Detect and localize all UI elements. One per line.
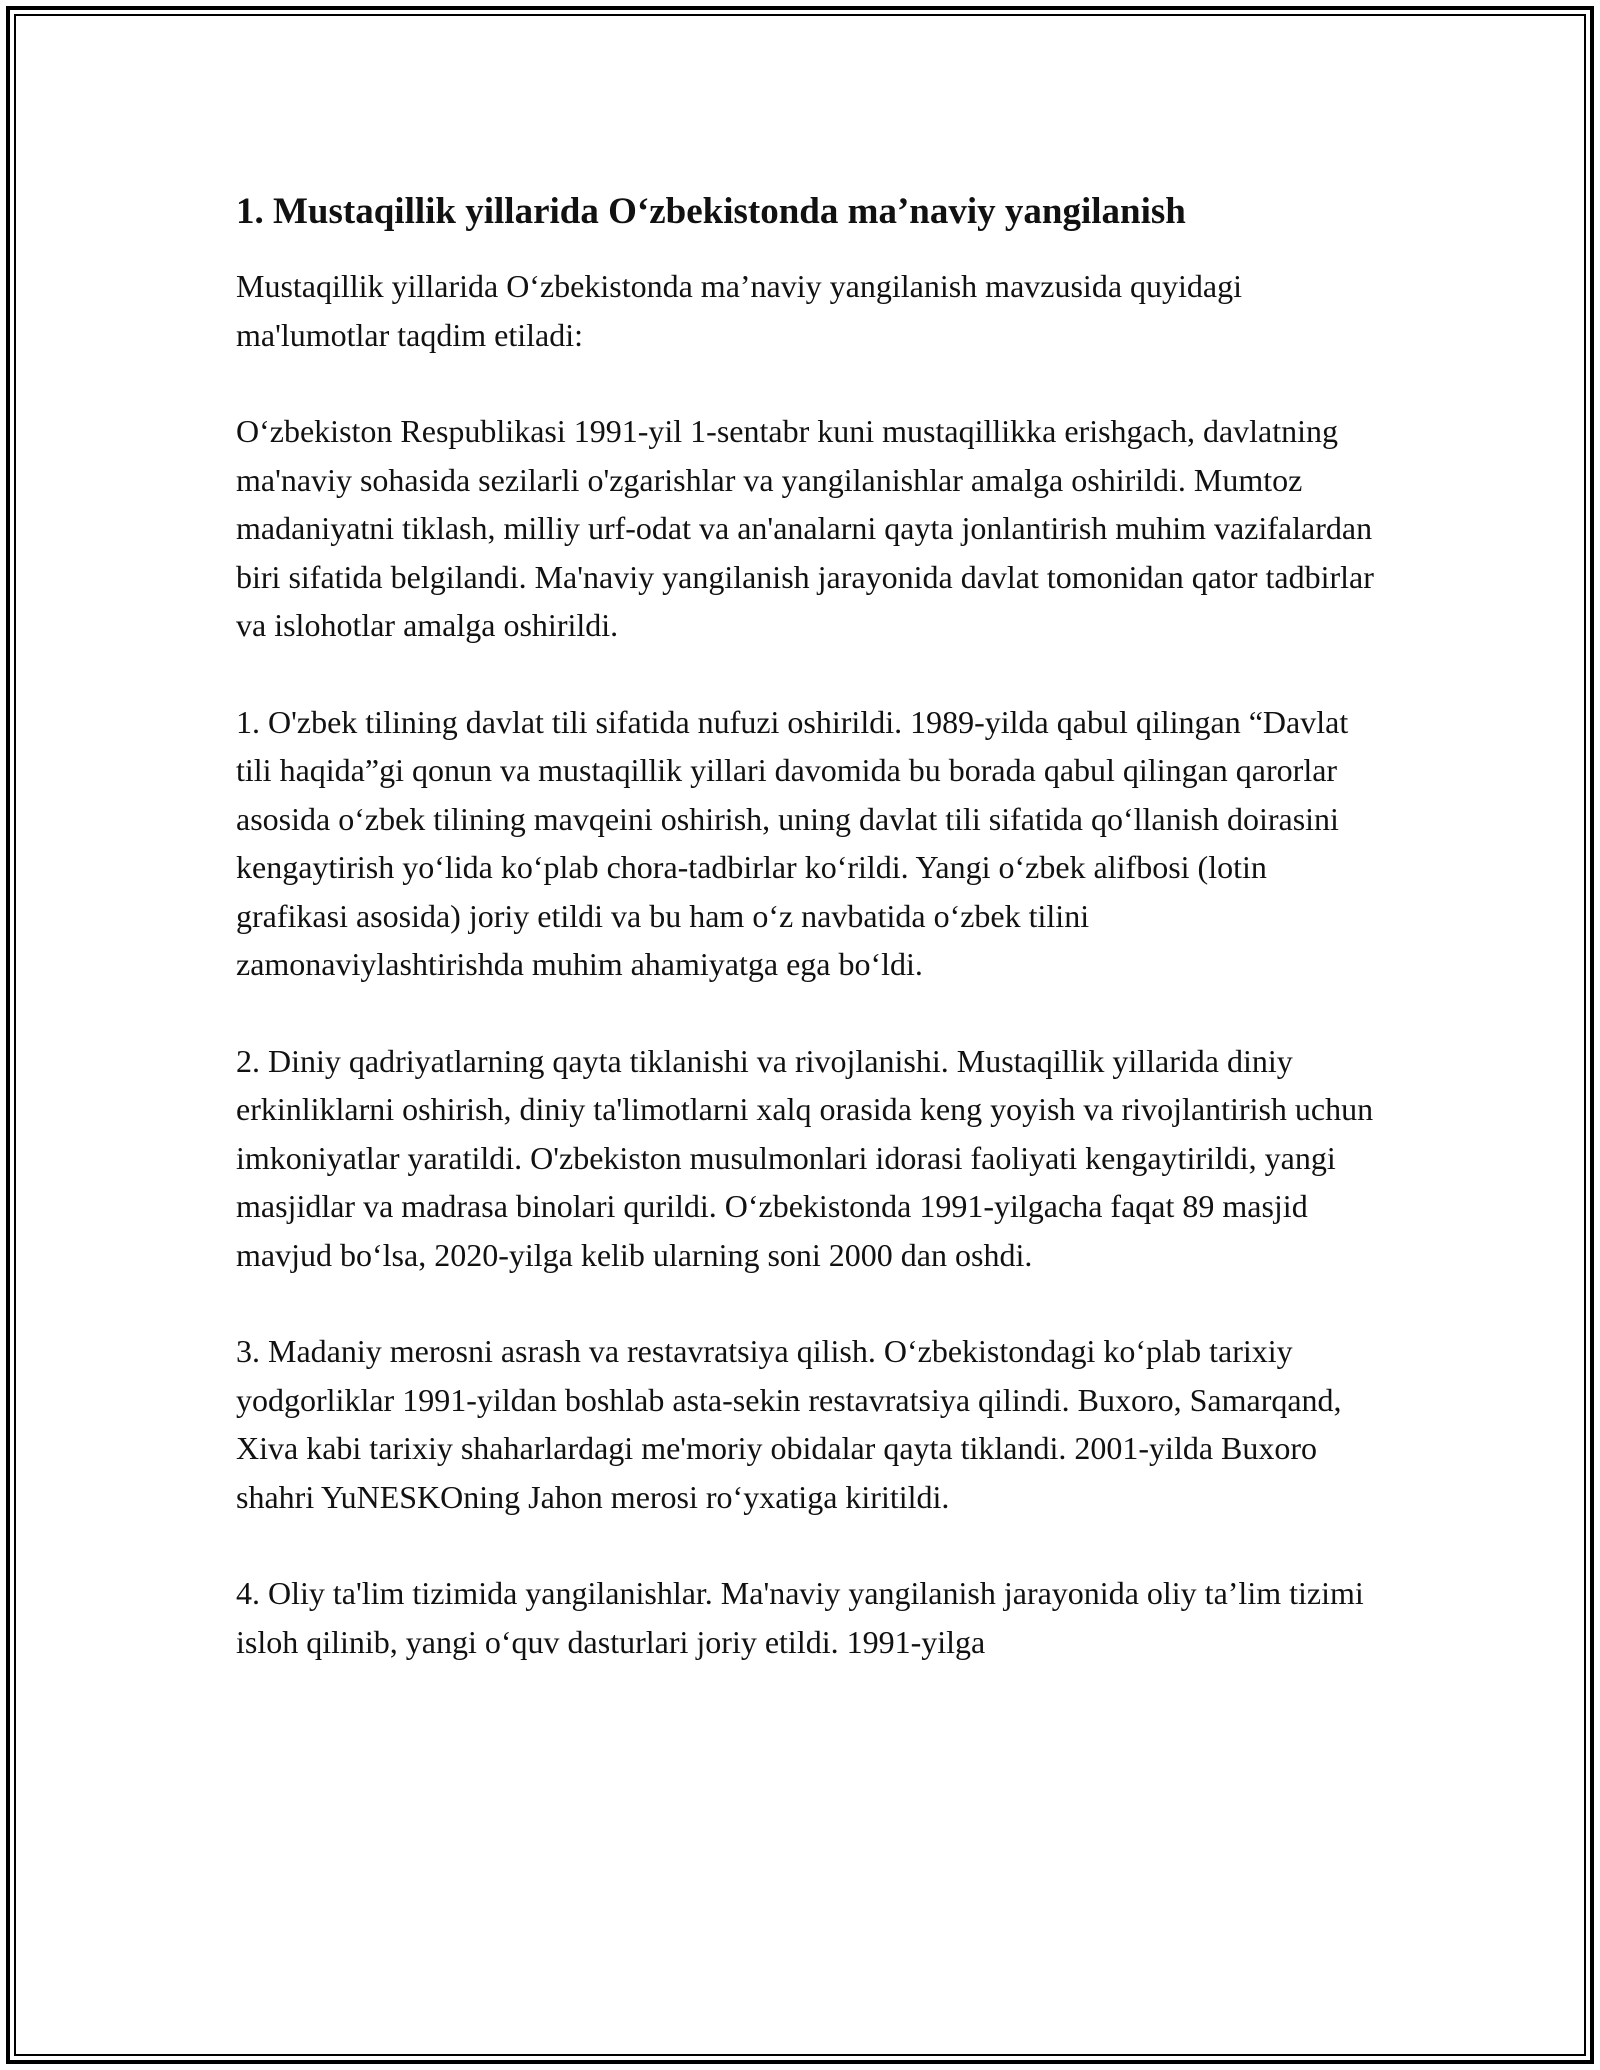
paragraph-item-3-heritage: 3. Madaniy merosni asrash va restavratsiya qilish. O‘zbekistondagi ko‘plab tarixiy yodgorliklar 1991-yildan boshlab asta-sekin restavratsiya qilindi. Buxoro, Samarqand, Xiva kabi tarixiy shaharlardagi me'moriy obidalar qayta tiklandi. 2001-yilda Buxoro shahri YuNESKOning Jahon merosi ro‘yxatiga kiritildi. (236, 1333, 1342, 1515)
paragraph-item-1-language: 1. O'zbek tilining davlat tili sifatida nufuzi oshirildi. 1989-yilda qabul qilingan “Davlat tili haqida”gi qonun va mustaqillik yillari davomida bu borada qabul qilingan qarorlar asosida o‘zbek tilining mavqeini oshirish, uning davlat tili sifatida qo‘llanish doirasini kengaytirish yo‘lida ko‘plab chora-tadbirlar ko‘rildi. Yangi o‘zbek alifbosi (lotin grafikasi asosida) joriy etildi va bu ham o‘z navbatida o‘zbek tilini zamonaviylashtirishda muhim ahamiyatga ega bo‘ldi. (236, 703, 1349, 982)
paragraph-independence: O‘zbekiston Respublikasi 1991-yil 1-sentabr kuni mustaqillikka erishgach, davlatning ma'naviy sohasida sezilarli o'zgarishlar va yangilanishlar amalga oshirildi. Mumtoz madaniyatni tiklash, milliy urf-odat va an'analarni qayta jonlantirish muhim vazifalardan biri sifatida belgilandi. Ma'naviy yangilanish jarayonida davlat tomonidan qator tadbirlar va islohotlar amalga oshirildi. (236, 413, 1374, 643)
document-title: 1. Mustaqillik yillarida O‘zbekistonda ma’naviy yangilanish (236, 191, 1186, 232)
document-body (236, 188, 1376, 1714)
paragraph-intro: Mustaqillik yillarida O‘zbekistonda ma’naviy yangilanish mavzusida quyidagi ma'lumotlar taqdim etiladi: (236, 268, 1242, 353)
paragraph-item-4-education: 4. Oliy ta'lim tizimida yangilanishlar. Ma'naviy yangilanish jarayonida oliy ta’lim tizimi isloh qilinib, yangi o‘quv dasturlari joriy etildi. 1991-yilga (236, 1575, 1364, 1660)
paragraph-item-2-religion: 2. Diniy qadriyatlarning qayta tiklanishi va rivojlanishi. Mustaqillik yillarida diniy erkinliklarni oshirish, diniy ta'limotlarni xalq orasida keng yoyish va rivojlantirish uchun imkoniyatlar yaratildi. O'zbekiston musulmonlari idorasi faoliyati kengaytirildi, yangi masjidlar va madrasa binolari qurildi. O‘zbekistonda 1991-yilgacha faqat 89 masjid mavjud bo‘lsa, 2020-yilga kelib ularning soni 2000 dan oshdi. (236, 1042, 1374, 1273)
